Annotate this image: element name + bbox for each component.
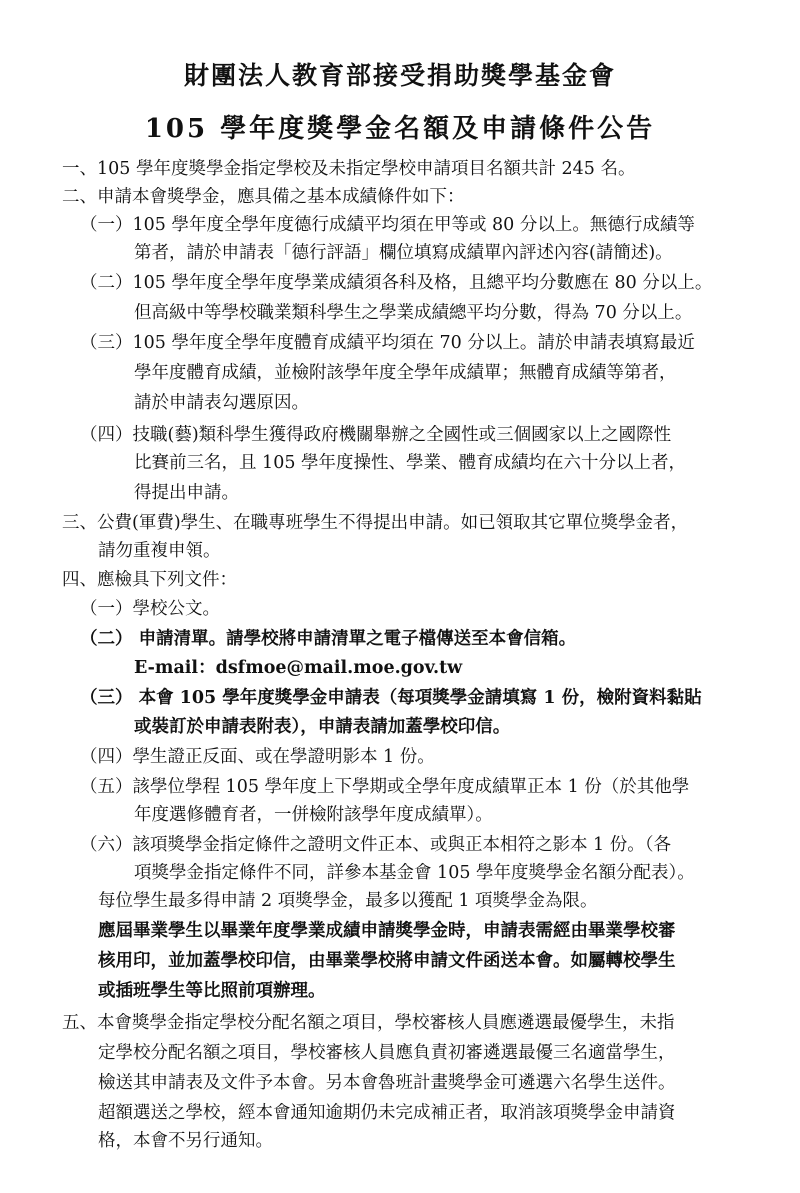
item-2-1-line: （一）105 學年度全學年度德行成績平均須在甲等或 80 分以上。無德行成績等 — [80, 215, 695, 235]
foundation-title: 財團法人教育部接受捐助獎學基金會 — [183, 61, 616, 90]
item-2-2-cont: 但高級中等學校職業類科學生之學業成績總平均分數，得為 70 分以上。 — [134, 303, 693, 323]
item-2-3-cont-1: 學年度體育成績，並檢附該學年度全學年成績單；無體育成績等第者， — [134, 363, 677, 383]
item-5-cont-2: 檢送其申請表及文件予本會。另本會魯班計畫獎學金可遴選六名學生送件。 — [98, 1073, 676, 1093]
item-5-cont-3: 超額選送之學校，經本會通知逾期仍未完成補正者，取消該項獎學金申請資 — [98, 1103, 676, 1123]
item-2-4-cont-1: 比賽前三名，且 105 學年度操性、學業、體育成績均在六十分以上者， — [134, 453, 687, 473]
item-4-3-line: （三） 本會 105 學年度獎學金申請表（每項獎學金請填寫 1 份，檢附資料黏貼 — [80, 688, 702, 708]
item-1-line: 一、105 學年度獎學金指定學校及未指定學校申請項目名額共計 245 名。 — [62, 159, 636, 179]
item-4-limit-note: 每位學生最多得申請 2 項獎學金，最多以獲配 1 項獎學金為限。 — [98, 891, 598, 911]
graduate-note-2: 核用印，並加蓋學校印信，由畢業學校將申請文件函送本會。如屬轉校學生 — [98, 951, 676, 971]
item-2-3-line: （三）105 學年度全學年度體育成績平均須在 70 分以上。請於申請表填寫最近 — [80, 333, 695, 353]
item-5-cont-1: 定學校分配名額之項目，學校審核人員應負責初審遴選最優三名適當學生， — [98, 1043, 676, 1063]
item-4-6-cont: 項獎學金指定條件不同，詳參本基金會 105 學年度獎學金名額分配表）。 — [134, 863, 695, 883]
item-4-2-email: E-mail：dsfmoe@mail.moe.gov.tw — [134, 658, 463, 678]
item-2-4-cont-2: 得提出申請。 — [134, 483, 239, 503]
item-4-4-line: （四）學生證正反面、或在學證明影本 1 份。 — [80, 747, 435, 767]
item-2-1-cont: 第者，請於申請表「德行評語」欄位填寫成績單內評述內容(請簡述)。 — [134, 243, 673, 263]
item-3-line: 三、公費(軍費)學生、在職專班學生不得提出申請。如已領取其它單位獎學金者， — [62, 513, 689, 533]
item-4-2-line: （二） 申請清單。請學校將申請清單之電子檔傳送至本會信箱。 — [80, 629, 577, 649]
item-4-5-line: （五）該學位學程 105 學年度上下學期或全學年度成績單正本 1 份（於其他學 — [80, 777, 690, 797]
item-4-6-line: （六）該項獎學金指定條件之證明文件正本、或與正本相符之影本 1 份。（各 — [80, 835, 672, 855]
item-4-3-cont: 或裝訂於申請表附表），申請表請加蓋學校印信。 — [134, 717, 511, 737]
announcement-title: 105 學年度獎學金名額及申請條件公告 — [144, 114, 656, 144]
item-2-4-line: （四）技職(藝)類科學生獲得政府機關舉辦之全國性或三個國家以上之國際性 — [80, 425, 672, 445]
item-5-cont-4: 格，本會不另行通知。 — [98, 1131, 273, 1151]
item-2-line: 二、申請本會獎學金，應具備之基本成績條件如下： — [62, 187, 465, 207]
item-4-1-line: （一）學校公文。 — [80, 599, 220, 619]
item-4-5-cont: 年度選修體育者，一併檢附該學年度成績單）。 — [134, 805, 493, 825]
item-5-line: 五、本會獎學金指定學校分配名額之項目，學校審核人員應遴選最優學生，未指 — [62, 1013, 675, 1033]
item-2-3-cont-2: 請於申請表勾選原因。 — [134, 393, 309, 413]
item-2-2-line: （二）105 學年度全學年度學業成績須各科及格，且總平均分數應在 80 分以上。 — [80, 273, 713, 293]
graduate-note-3: 或插班學生等比照前項辦理。 — [98, 981, 326, 1001]
item-4-line: 四、應檢具下列文件： — [62, 570, 237, 590]
item-3-cont: 請勿重複申領。 — [98, 541, 221, 561]
graduate-note-1: 應屆畢業學生以畢業年度學業成績申請獎學金時，申請表需經由畢業學校審 — [98, 921, 676, 941]
